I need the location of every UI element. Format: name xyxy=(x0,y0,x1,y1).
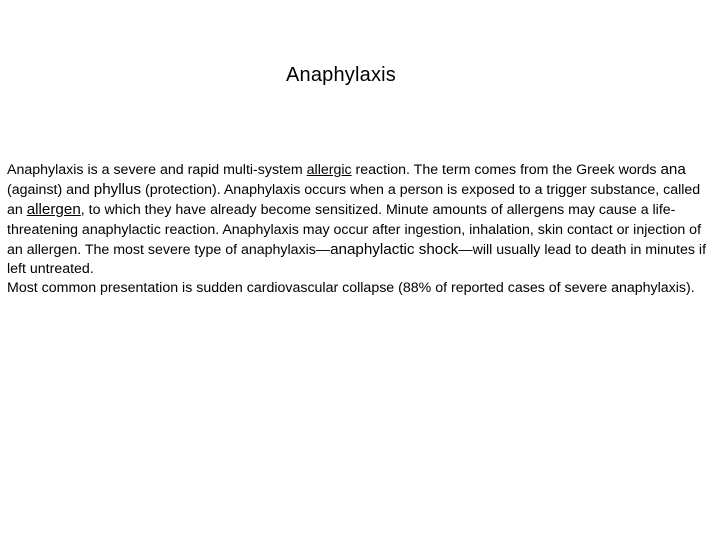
p1-text-3: (against) and xyxy=(7,182,94,199)
p1-text-5: , to which they have already become sensitized. Minute amounts of allergens may cause a life-threatening anaphylactic reaction. Anaphylaxis may occur after ingestion, inhalation, skin contact or injection of an allergen. The most severe type of anaphylaxis— xyxy=(7,202,702,258)
term-anaphylactic-shock: anaphylactic shock xyxy=(330,240,459,258)
slide-body xyxy=(7,160,712,298)
p1-text-4: (protection). Anaphylaxis occurs when a person is exposed to a trigger substance, called an xyxy=(7,182,701,219)
p1-text-1: Anaphylaxis is a severe and rapid multi-system xyxy=(7,162,307,178)
term-ana: ana xyxy=(660,161,686,178)
p1-text-6: —will usually lead to death in minutes if left untreated. xyxy=(7,241,707,278)
p1-text-2: reaction. The term comes from the Greek words xyxy=(351,162,661,178)
allergic-link[interactable]: allergic xyxy=(306,162,352,178)
body-paragraph-2: Most common presentation is sudden cardiovascular collapse (88% of reported cases of severe anaphylaxis). xyxy=(7,280,695,297)
term-phyllus: phyllus xyxy=(93,181,142,199)
body-paragraph-1 xyxy=(7,160,712,279)
allergen-link[interactable]: allergen xyxy=(26,201,81,219)
slide-title: Anaphylaxis xyxy=(285,64,397,86)
